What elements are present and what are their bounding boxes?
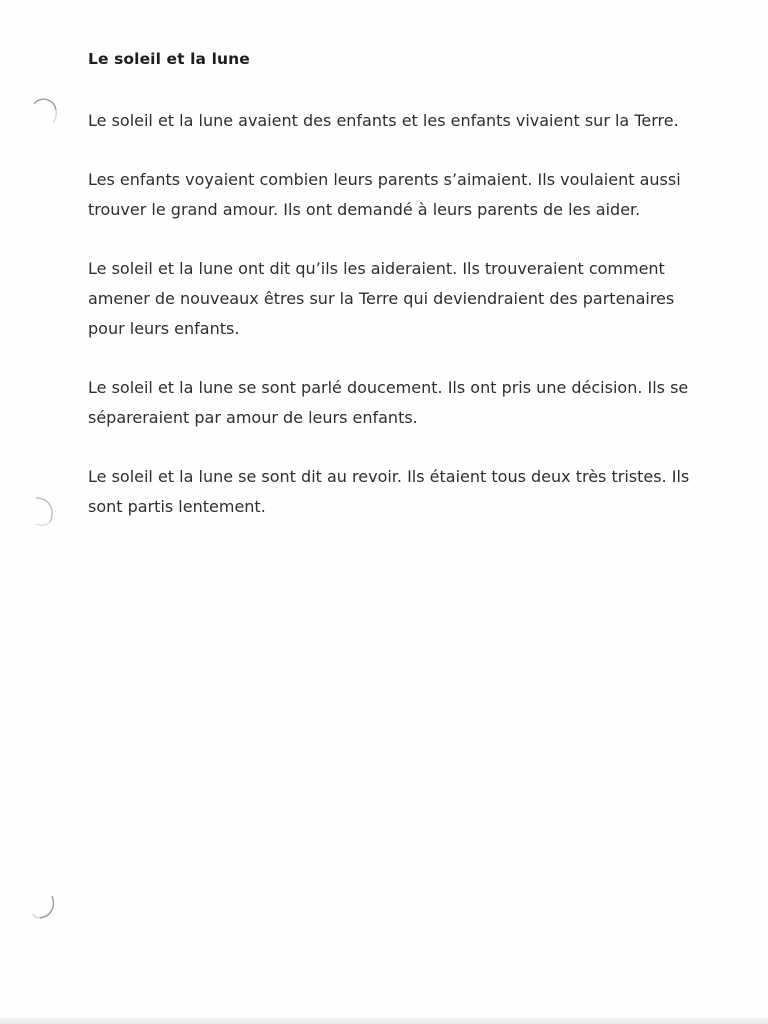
paragraph: Le soleil et la lune se sont parlé doucement. Ils ont pris une décision. Ils se sépareraient par amour de leurs enfants. (88, 378, 689, 427)
document-title: Le soleil et la lune (88, 50, 250, 68)
paragraph: Le soleil et la lune avaient des enfants et les enfants vivaient sur la Terre. (88, 111, 679, 130)
punch-hole-middle-icon (22, 492, 64, 532)
punch-hole-top-icon (22, 92, 64, 132)
punch-hole-bottom-icon (22, 888, 64, 928)
paragraph: Le soleil et la lune ont dit qu’ils les aideraient. Ils trouveraient comment amener de nouveaux êtres sur la Terre qui deviendraient des partenaires pour leurs enfants. (88, 259, 675, 338)
paragraph: Le soleil et la lune se sont dit au revoir. Ils étaient tous deux très tristes. Ils sont partis lentement. (88, 467, 690, 516)
document-body (88, 106, 698, 551)
paragraph: Les enfants voyaient combien leurs parents s’aimaient. Ils voulaient aussi trouver le grand amour. Ils ont demandé à leurs parents de les aider. (88, 170, 681, 219)
scan-bottom-edge (0, 1018, 768, 1024)
